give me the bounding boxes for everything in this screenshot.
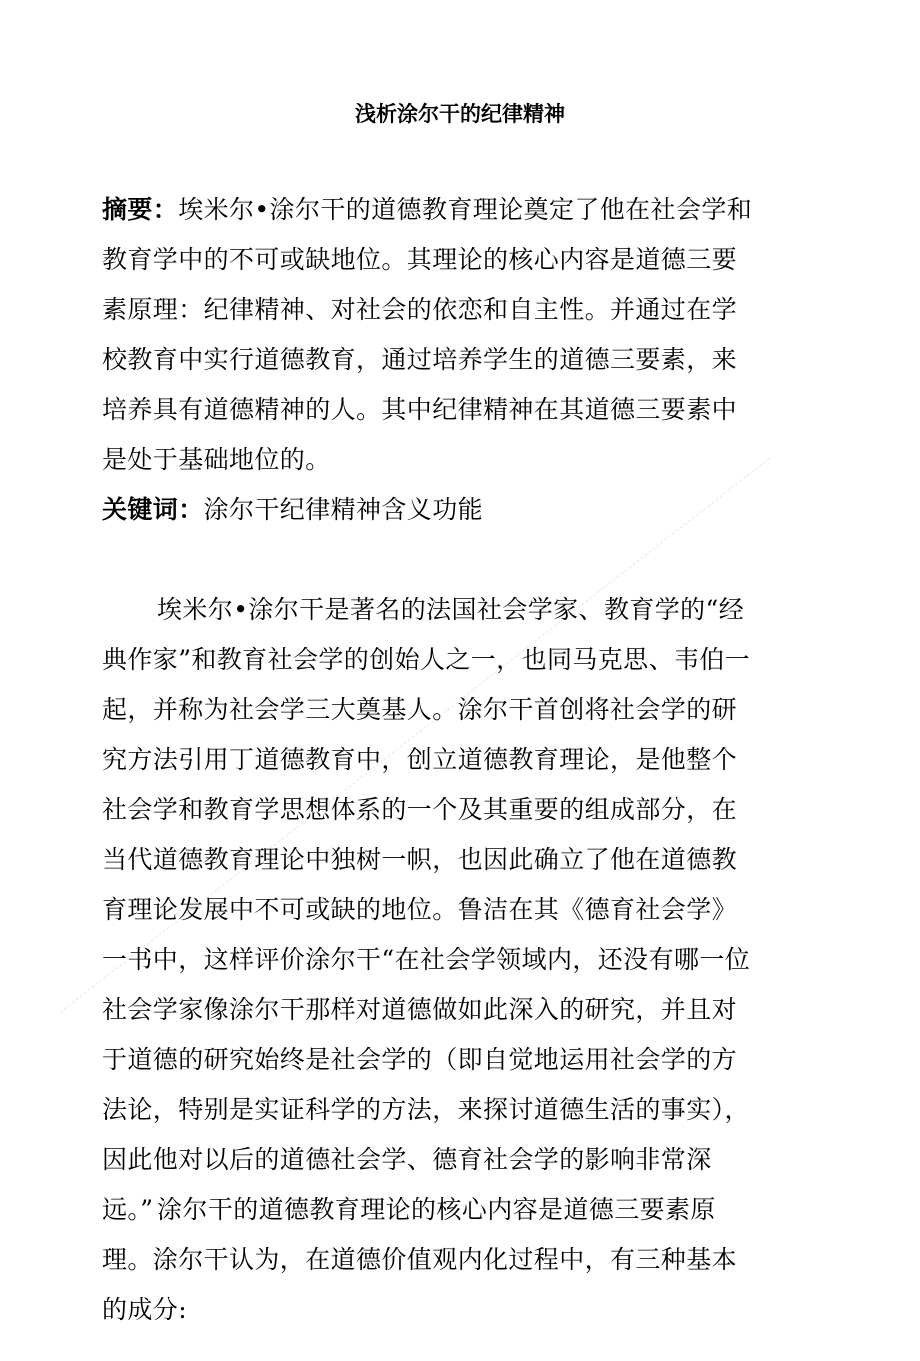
- keywords-line: [102, 485, 762, 535]
- abstract-paragraph: [102, 185, 762, 485]
- body-paragraph-1: 埃米尔•涂尔干是著名的法国社会学家、教育学的“经典作家”和教育社会学的创始人之一，也同马克思、韦伯一起，并称为社会学三大奠基人。涂尔干首创将社会学的研究方法引用丁道德教育中，创立道德教育理论，是他整个社会学和教育学思想体系的一个及其重要的组成部分，在当代道德教育理论中独树一帜，也因此确立了他在道德教育理论发展中不可或缺的地位。鲁洁在其《德育社会学》一书中，这样评价涂尔干“在社会学领域内，还没有哪一位社会学家像涂尔干那样对道德做如此深入的研究，并且对于道德的研究始终是社会学的（即自觉地运用社会学的方法论，特别是实证科学的方法，来探讨道德生活的事实），因此他对以后的道德社会学、德育社会学的影响非常深远。”: [102, 595, 751, 1224]
- abstract-label: 摘要：: [102, 195, 179, 224]
- document-title: 浅析涂尔干的纪律精神: [355, 102, 565, 126]
- abstract-text: 埃米尔•涂尔干的道德教育理论奠定了他在社会学和教育学中的不可或缺地位。其理论的核心内容是道德三要素原理：纪律精神、对社会的依恋和自主性。并通过在学校教育中实行道德教育，通过培养学生的道德三要素，来培养具有道德精神的人。其中纪律精神在其道德三要素中是处于基础地位的。: [102, 195, 753, 474]
- body-paragraph-2: 涂尔干的道德教育理论的核心内容是道德三要素原理。涂尔干认为，在道德价值观内化过程中，有三种基本的成分:: [102, 1195, 738, 1324]
- keywords-text: 涂尔干纪律精神含义功能: [203, 495, 484, 524]
- keywords-label: 关键词：: [102, 495, 204, 524]
